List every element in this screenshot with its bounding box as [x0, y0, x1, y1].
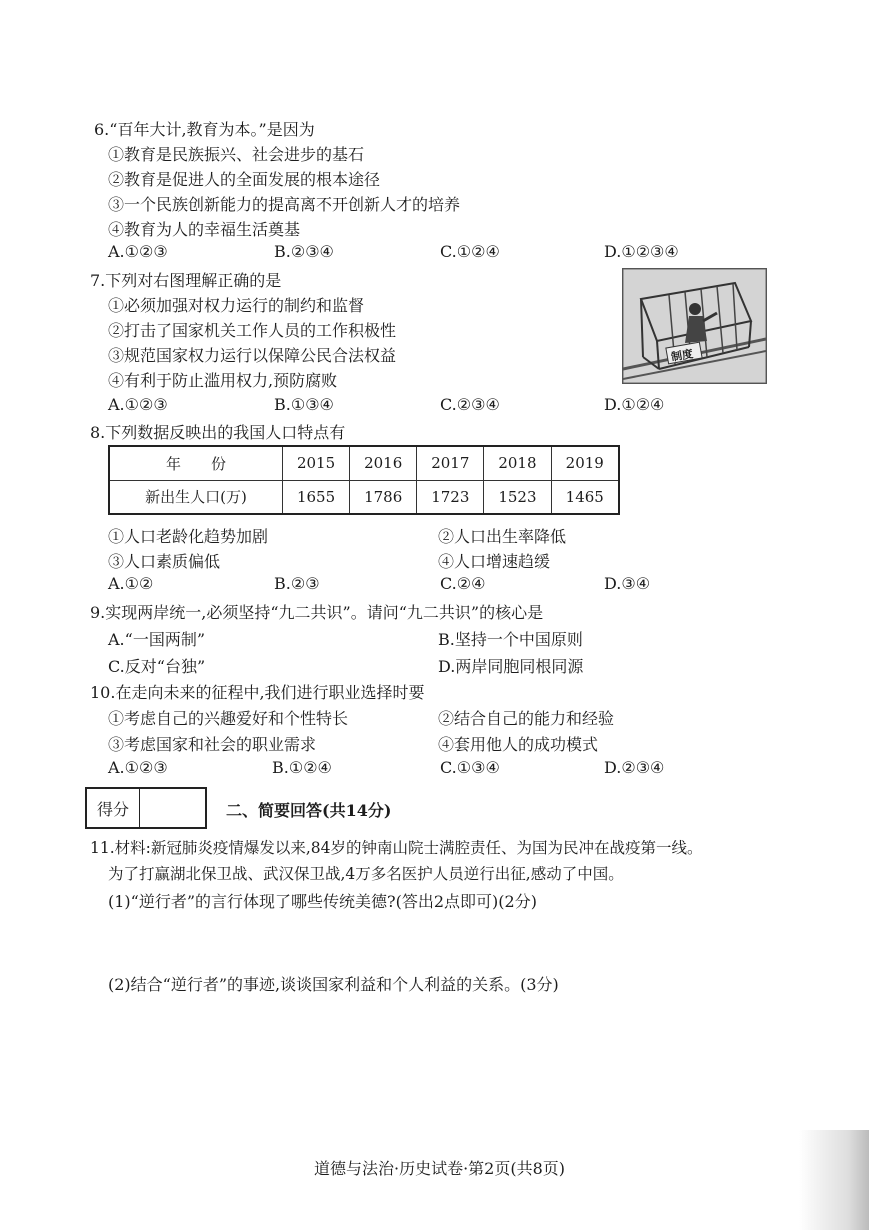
q8-statement-1: ①人口老龄化趋势加剧	[108, 527, 269, 546]
q6-choice-a[interactable]: A.①②③	[108, 242, 168, 261]
q7-statement-3: ③规范国家权力运行以保障公民合法权益	[108, 346, 397, 365]
q10-statement-2: ②结合自己的能力和经验	[438, 709, 615, 728]
cage-label: 制度	[670, 347, 695, 364]
q10-choice-c[interactable]: C.①③④	[440, 758, 500, 777]
q7-statement-4: ④有利于防止滥用权力,预防腐败	[108, 371, 338, 390]
q11-material-line1: 11.材料:新冠肺炎疫情爆发以来,84岁的钟南山院士满腔责任、为国为民冲在战疫第一线。	[90, 839, 703, 857]
table-row	[109, 446, 619, 480]
q7-statement-1: ①必须加强对权力运行的制约和监督	[108, 296, 365, 315]
q6-statement-2: ②教育是促进人的全面发展的根本途径	[108, 170, 381, 189]
table-year: 2016	[350, 446, 417, 480]
q7-cartoon-image	[622, 268, 767, 384]
q9-choice-d[interactable]: D.两岸同胞同根同源	[438, 657, 584, 676]
q7-choice-b[interactable]: B.①③④	[274, 395, 334, 414]
q8-stem: 8.下列数据反映出的我国人口特点有	[90, 423, 346, 442]
section-title: 二、简要回答(共14分)	[226, 801, 392, 820]
table-year: 2018	[484, 446, 551, 480]
table-row	[109, 480, 619, 514]
q6-choice-b[interactable]: B.②③④	[274, 242, 334, 261]
q8-statement-4: ④人口增速趋缓	[438, 552, 551, 571]
q8-choice-c[interactable]: C.②④	[440, 574, 486, 593]
q8-choice-d[interactable]: D.③④	[604, 574, 651, 593]
table-value: 1655	[283, 480, 350, 514]
table-year: 2017	[417, 446, 484, 480]
table-value: 1523	[484, 480, 551, 514]
table-value: 1465	[551, 480, 619, 514]
q6-statement-3: ③一个民族创新能力的提高离不开创新人才的培养	[108, 195, 461, 214]
q10-statement-1: ①考虑自己的兴趣爱好和个性特长	[108, 709, 349, 728]
q9-choice-a[interactable]: A.“一国两制”	[108, 630, 206, 649]
q6-choice-d[interactable]: D.①②③④	[604, 242, 679, 261]
q11-subquestion-1: (1)“逆行者”的言行体现了哪些传统美德?(答出2点即可)(2分)	[108, 892, 537, 911]
q6-statement-4: ④教育为人的幸福生活奠基	[108, 220, 301, 239]
q8-statement-3: ③人口素质偏低	[108, 552, 221, 571]
page-footer: 道德与法治·历史试卷·第2页(共8页)	[314, 1159, 566, 1178]
table-year: 2019	[551, 446, 619, 480]
q7-stem: 7.下列对右图理解正确的是	[90, 271, 282, 290]
cage-illustration	[623, 269, 766, 383]
table-year: 2015	[283, 446, 350, 480]
q11-material-line2: 为了打赢湖北保卫战、武汉保卫战,4万多名医护人员逆行出征,感动了中国。	[108, 865, 624, 883]
table-header-label: 年 份	[109, 446, 283, 480]
q11-subquestion-2: (2)结合“逆行者”的事迹,谈谈国家利益和个人利益的关系。(3分)	[108, 975, 559, 994]
q11-answer-area-1[interactable]	[108, 918, 788, 968]
q10-choice-d[interactable]: D.②③④	[604, 758, 665, 777]
score-entry-field[interactable]	[140, 789, 205, 827]
q10-choice-a[interactable]: A.①②③	[108, 758, 168, 777]
q7-choice-c[interactable]: C.②③④	[440, 395, 500, 414]
q9-choice-b[interactable]: B.坚持一个中国原则	[438, 630, 583, 649]
q10-statement-4: ④套用他人的成功模式	[438, 735, 599, 754]
q10-statement-3: ③考虑国家和社会的职业需求	[108, 735, 317, 754]
q6-stem: 6.“百年大计,教育为本。”是因为	[94, 120, 315, 139]
q8-choice-a[interactable]: A.①②	[108, 574, 154, 593]
scan-shadow	[799, 1130, 869, 1230]
q10-choice-b[interactable]: B.①②④	[272, 758, 332, 777]
population-table	[108, 445, 620, 515]
q9-stem: 9.实现两岸统一,必须坚持“九二共识”。请问“九二共识”的核心是	[90, 603, 544, 622]
q8-statement-2: ②人口出生率降低	[438, 527, 567, 546]
q6-statement-1: ①教育是民族振兴、社会进步的基石	[108, 145, 365, 164]
table-value: 1723	[417, 480, 484, 514]
score-label: 得分	[87, 789, 140, 827]
q7-choice-d[interactable]: D.①②④	[604, 395, 665, 414]
q11-answer-area-2[interactable]	[108, 1000, 788, 1120]
score-box	[85, 787, 207, 829]
q7-choice-a[interactable]: A.①②③	[108, 395, 168, 414]
q7-statement-2: ②打击了国家机关工作人员的工作积极性	[108, 321, 397, 340]
q6-choice-c[interactable]: C.①②④	[440, 242, 500, 261]
q8-choice-b[interactable]: B.②③	[274, 574, 320, 593]
table-value: 1786	[350, 480, 417, 514]
q10-stem: 10.在走向未来的征程中,我们进行职业选择时要	[90, 683, 425, 702]
q9-choice-c[interactable]: C.反对“台独”	[108, 657, 206, 676]
table-row-label: 新出生人口(万)	[109, 480, 283, 514]
